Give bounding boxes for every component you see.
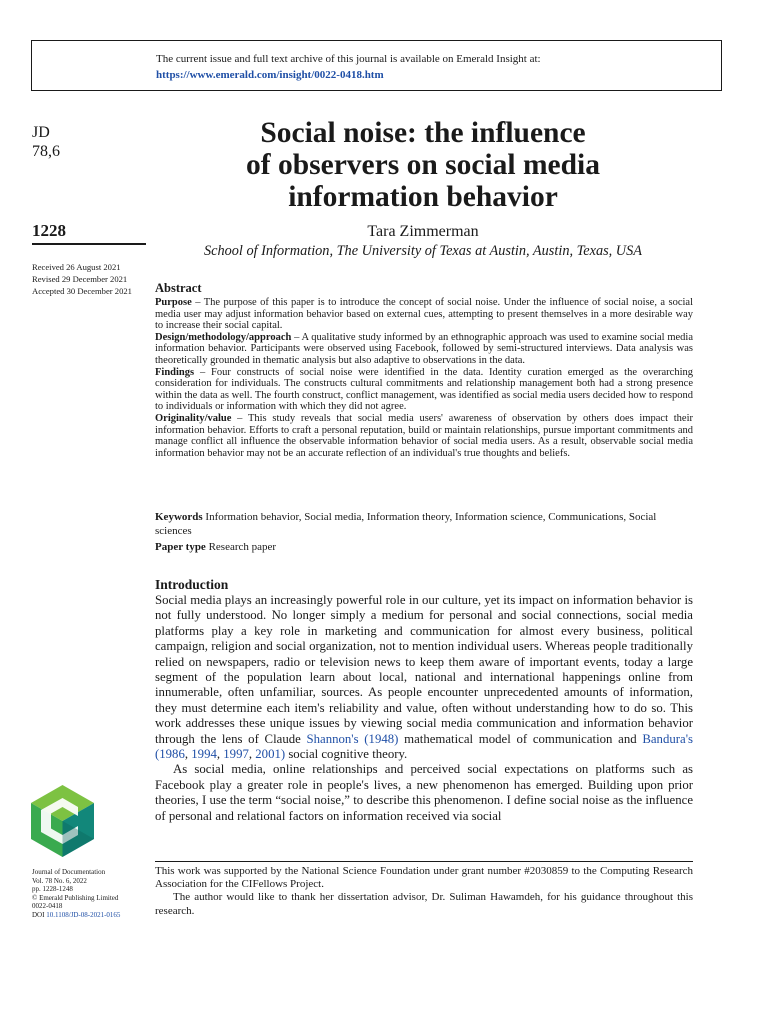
abstract-design — [155, 332, 693, 367]
keywords — [155, 510, 693, 538]
purpose-label: Purpose — [155, 297, 192, 308]
archive-notice-box — [31, 40, 722, 91]
introduction-heading: Introduction — [155, 577, 229, 592]
originality-text: – This study reveals that social media users' awareness of observation by others does impact their information behavior. Efforts to craft a personal reputation, build or maintain relationships, pursue important commitments and manage conflict all influence the observable information behavior of social media users. As a result, observable social media information behavior may not be an accurate reflection of an individual's true thoughts and beliefs. — [155, 412, 693, 459]
publication-meta — [32, 868, 120, 920]
paper-type-text: Research paper — [205, 541, 277, 553]
article-title — [150, 117, 696, 213]
citation-shannon-link[interactable]: Shannon's (1948) — [306, 731, 399, 746]
volume-issue: 78,6 — [32, 143, 60, 160]
journal-id — [32, 123, 60, 161]
submission-dates — [32, 262, 132, 297]
intro-p1-text-a: Social media plays an increasingly powerful role in our culture, yet its impact on information behavior is not fully understood. No longer simply a medium for personal and social connections, social media platforms play a key role in marketing and communication for almost every business, political campaign, religion and social organization, not to mention individual users. Whereas people traditionally relied on newspapers, radio or television news to keep them aware of important events, today a large segment of the population learn about local, national and international happenings online from innumerable, often unfamiliar, sources. As people encounter unprecedented amounts of information, they must determine each item's reliability and value, often without understanding how to do so. This work addresses these unique issues by viewing social media communication and information behavior through the lens of Claude — [155, 593, 693, 746]
meta-journal: Journal of Documentation — [32, 868, 106, 876]
acknowledgement-note: The author would like to thank her dissertation advisor, Dr. Suliman Hawamdeh, for his guidance throughout this research. — [155, 891, 693, 917]
introduction-body — [155, 593, 693, 824]
citation-separator: , — [216, 747, 224, 762]
emerald-logo-icon — [31, 785, 94, 857]
abstract-body — [155, 297, 693, 459]
keywords-text: Information behavior, Social media, Information theory, Information science, Communications, Social sciences — [155, 511, 657, 537]
meta-issn: 0022-0418 — [32, 902, 63, 911]
citation-separator: , — [248, 747, 256, 762]
date-revised: Revised 29 December 2021 — [32, 273, 128, 284]
design-label: Design/methodology/approach — [155, 331, 292, 343]
originality-label: Originality/value — [155, 412, 232, 424]
abstract-purpose — [155, 297, 693, 332]
citation-bandura-1994-link[interactable]: 1994 — [191, 747, 217, 762]
archive-note: The current issue and full text archive of this journal is available on Emerald Insight at: — [156, 53, 541, 65]
funding-note: This work was supported by the National Science Foundation under grant number #2030859 to the Computing Research Association for the CIFellows Project. — [155, 865, 693, 891]
findings-label: Findings — [155, 366, 195, 378]
meta-publisher: © Emerald Publishing Limited — [32, 893, 119, 902]
findings-text: – Four constructs of social noise were identified in the data. Identity curation emerged as the overarching consideration for individuals. The constructs cultural commitments and relationship management both had a strong presence within the data as well. The fourth construct, conflict management, was identified as social media users decided how to respond to individuals or information with which they did not agree. — [155, 366, 693, 413]
page-number: 1228 — [32, 221, 66, 240]
journal-abbrev: JD — [32, 124, 50, 141]
design-text: – A qualitative study informed by an ethnographic approach was used to examine social media information behavior. Participants were observed using Facebook, followed by semi-structured interviews. Data analysis was theoretically grounded in thematic analysis but also adaptive to observations in the data. — [155, 331, 693, 366]
paper-type — [155, 540, 693, 554]
citation-separator: , — [184, 747, 192, 762]
abstract-originality — [155, 413, 693, 459]
title-line-1: Social noise: the influence — [260, 117, 586, 149]
date-accepted: Accepted 30 December 2021 — [32, 285, 132, 296]
title-line-2: of observers on social media — [246, 149, 600, 181]
meta-pages: pp. 1228-1248 — [32, 885, 73, 894]
title-line-3: information behavior — [288, 181, 558, 213]
footnotes — [155, 865, 693, 918]
abstract-findings — [155, 367, 693, 413]
keywords-label: Keywords — [155, 511, 203, 523]
journal-url-link[interactable]: https://www.emerald.com/insight/0022-0418.htm — [156, 69, 384, 81]
intro-p1-text-c: social cognitive theory. — [285, 747, 408, 762]
paper-type-label: Paper type — [155, 541, 206, 553]
intro-paragraph-2: As social media, online relationships and perceived social expectations on platforms such as Facebook play a greater role in people's lives, a new phenomenon has emerged. Building upon prior theories, I use the term “social noise,” to describe this phenomenon. I define social noise as the influence of personal and relational factors on information received via social — [155, 762, 693, 823]
citation-bandura-1986-link[interactable]: Bandura's (1986 — [155, 731, 693, 762]
intro-paragraph-1 — [155, 593, 693, 762]
purpose-text: – The purpose of this paper is to introduce the concept of social noise. Under the influence of social noise, a social media user may adjust information behavior based on external cues, attempting to present themselves in a more desirable way to increase their social capital. — [155, 297, 693, 332]
author-affiliation: School of Information, The University of Texas at Austin, Austin, Texas, USA — [203, 243, 643, 259]
footnote-rule — [155, 861, 693, 862]
author-name: Tara Zimmerman — [367, 223, 479, 240]
meta-volume: Vol. 78 No. 6, 2022 — [32, 876, 87, 885]
intro-p1-text-b: mathematical model of communication and — [398, 731, 643, 746]
doi-link[interactable]: 10.1108/JD-08-2021-0165 — [46, 910, 121, 919]
citation-bandura-1997-link[interactable]: 1997 — [223, 747, 249, 762]
page-number-rule — [32, 243, 146, 245]
date-received: Received 26 August 2021 — [32, 262, 121, 272]
abstract-heading: Abstract — [155, 281, 202, 295]
citation-bandura-2001-link[interactable]: 2001) — [255, 747, 286, 762]
doi-label: DOI — [32, 910, 45, 919]
meta-doi — [32, 911, 120, 920]
